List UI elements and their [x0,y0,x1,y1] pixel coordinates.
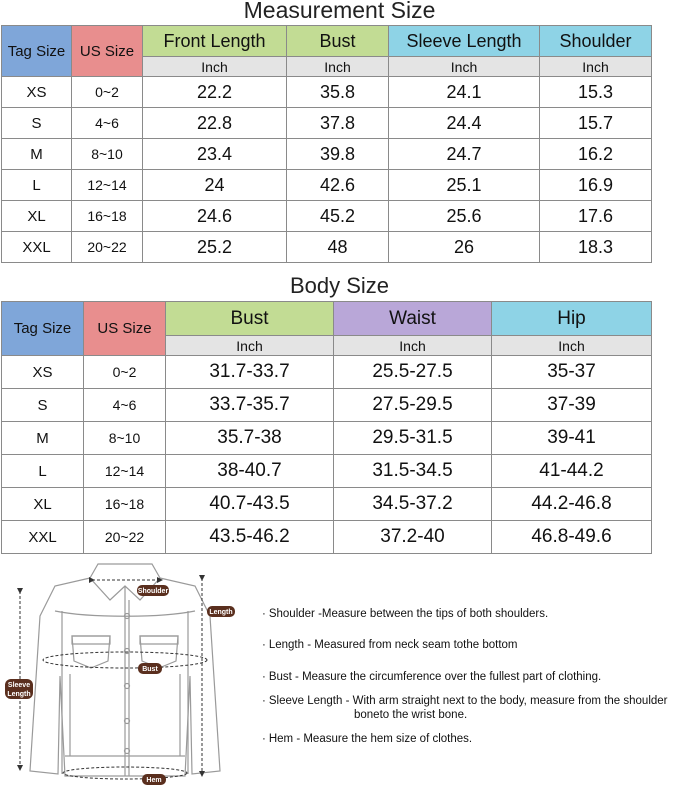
hip-cell: 37-39 [492,389,652,422]
unit-label: Inch [287,57,389,77]
us-size-cell: 12~14 [84,455,166,488]
note-hem [262,732,677,746]
front-length-cell: 23.4 [143,139,287,170]
table-row [2,232,652,263]
shoulder-cell: 15.3 [540,77,652,108]
front-length-cell: 24 [143,170,287,201]
tag-size-cell: XL [2,488,84,521]
bust-cell: 39.8 [287,139,389,170]
bust-cell: 43.5-46.2 [166,521,334,554]
tag-size-cell: S [2,108,72,139]
tag-size-cell: L [2,170,72,201]
svg-text:Length: Length [209,609,233,616]
unit-label: Inch [389,57,540,77]
sleeve-length-label [5,679,33,699]
hip-cell: 44.2-46.8 [492,488,652,521]
hip-cell: 35-37 [492,356,652,389]
measurement-title: Measurement Size [243,0,436,23]
table-row [2,77,652,108]
jacket-diagram [0,556,250,789]
bust-cell: 45.2 [287,201,389,232]
waist-cell: 27.5-29.5 [334,389,492,422]
us-size-cell: 12~14 [72,170,143,201]
bust-label [138,663,162,674]
hip-cell: 41-44.2 [492,455,652,488]
sleeve-length-cell: 25.1 [389,170,540,201]
table-row [2,389,652,422]
bullet: · [262,608,266,620]
header-front-length: Front Length [143,26,287,57]
bust-cell: 40.7-43.5 [166,488,334,521]
shoulder-label [137,585,169,596]
bullet: · [262,695,266,707]
table-row [2,170,652,201]
header-bust: Bust [287,26,389,57]
unit-label: Inch [166,336,334,356]
table-row [2,422,652,455]
tag-size-cell: M [2,139,72,170]
unit-label: Inch [143,57,287,77]
table-row [2,455,652,488]
table-row [2,108,652,139]
note-text: Sleeve Length - With arm straight next to the body, measure from the shoulder [268,695,668,707]
bust-cell: 35.8 [287,77,389,108]
header-hip: Hip [492,302,652,336]
header-us-size: US Size [72,26,143,77]
bust-cell: 35.7-38 [166,422,334,455]
unit-label: Inch [334,336,492,356]
us-size-cell: 8~10 [72,139,143,170]
sleeve-length-cell: 26 [389,232,540,263]
table-row [2,201,652,232]
tag-size-cell: L [2,455,84,488]
note-sleeve-length-cont [262,708,677,722]
tag-size-cell: XS [2,356,84,389]
note-text: Shoulder -Measure between the tips of both shoulders. [268,608,549,620]
svg-text:Bust: Bust [142,666,158,673]
header-sleeve-length: Sleeve Length [389,26,540,57]
note-sleeve-length [262,694,677,708]
us-size-cell: 8~10 [84,422,166,455]
measurement-lines [20,578,207,779]
note-text: Hem - Measure the hem size of clothes. [268,733,473,745]
waist-cell: 34.5-37.2 [334,488,492,521]
jacket-outline [30,564,220,776]
shoulder-cell: 17.6 [540,201,652,232]
length-label [207,606,235,617]
tag-size-cell: S [2,389,84,422]
bust-cell: 37.8 [287,108,389,139]
table-row [2,488,652,521]
table-row [2,521,652,554]
us-size-cell: 16~18 [84,488,166,521]
note-text: boneto the wrist bone. [354,709,468,721]
measurement-table [1,25,652,263]
bullet: · [262,671,266,683]
shoulder-cell: 16.2 [540,139,652,170]
svg-text:Hem: Hem [146,777,162,784]
bust-cell: 33.7-35.7 [166,389,334,422]
header-tag-size: Tag Size [2,26,72,77]
shoulder-cell: 18.3 [540,232,652,263]
waist-cell: 31.5-34.5 [334,455,492,488]
waist-cell: 37.2-40 [334,521,492,554]
header-us-size: US Size [84,302,166,356]
us-size-cell: 16~18 [72,201,143,232]
us-size-cell: 0~2 [72,77,143,108]
header-bust: Bust [166,302,334,336]
unit-label: Inch [492,336,652,356]
front-length-cell: 22.2 [143,77,287,108]
front-length-cell: 22.8 [143,108,287,139]
header-shoulder: Shoulder [540,26,652,57]
us-size-cell: 4~6 [72,108,143,139]
unit-label: Inch [540,57,652,77]
note-text: Bust - Measure the circumference over the fullest part of clothing. [268,671,602,683]
sleeve-length-cell: 24.4 [389,108,540,139]
us-size-cell: 4~6 [84,389,166,422]
sleeve-length-cell: 24.1 [389,77,540,108]
hip-cell: 46.8-49.6 [492,521,652,554]
bust-cell: 42.6 [287,170,389,201]
body-size-table [1,301,652,554]
note-bust [262,670,677,684]
us-size-cell: 20~22 [72,232,143,263]
bust-cell: 48 [287,232,389,263]
tag-size-cell: XS [2,77,72,108]
sleeve-length-cell: 24.7 [389,139,540,170]
shoulder-cell: 16.9 [540,170,652,201]
svg-text:Sleeve: Sleeve [7,682,31,689]
svg-text:Length: Length [7,691,31,698]
tag-size-cell: XXL [2,521,84,554]
sleeve-length-cell: 25.6 [389,201,540,232]
hip-cell: 39-41 [492,422,652,455]
table-row [2,356,652,389]
svg-text:Shoulder: Shoulder [137,588,169,595]
header-tag-size: Tag Size [2,302,84,356]
front-length-cell: 24.6 [143,201,287,232]
front-length-cell: 25.2 [143,232,287,263]
bullet: · [262,733,266,745]
header-waist: Waist [334,302,492,336]
note-text: Length - Measured from neck seam tothe bottom [268,639,518,651]
body-size-title: Body Size [289,273,390,298]
tag-size-cell: XXL [2,232,72,263]
hem-label [142,774,166,785]
waist-cell: 29.5-31.5 [334,422,492,455]
tag-size-cell: XL [2,201,72,232]
table-row [2,139,652,170]
us-size-cell: 0~2 [84,356,166,389]
note-length [262,638,677,652]
waist-cell: 25.5-27.5 [334,356,492,389]
bust-cell: 31.7-33.7 [166,356,334,389]
note-shoulder [262,607,677,621]
shoulder-cell: 15.7 [540,108,652,139]
bullet: · [262,639,266,651]
tag-size-cell: M [2,422,84,455]
us-size-cell: 20~22 [84,521,166,554]
bust-cell: 38-40.7 [166,455,334,488]
